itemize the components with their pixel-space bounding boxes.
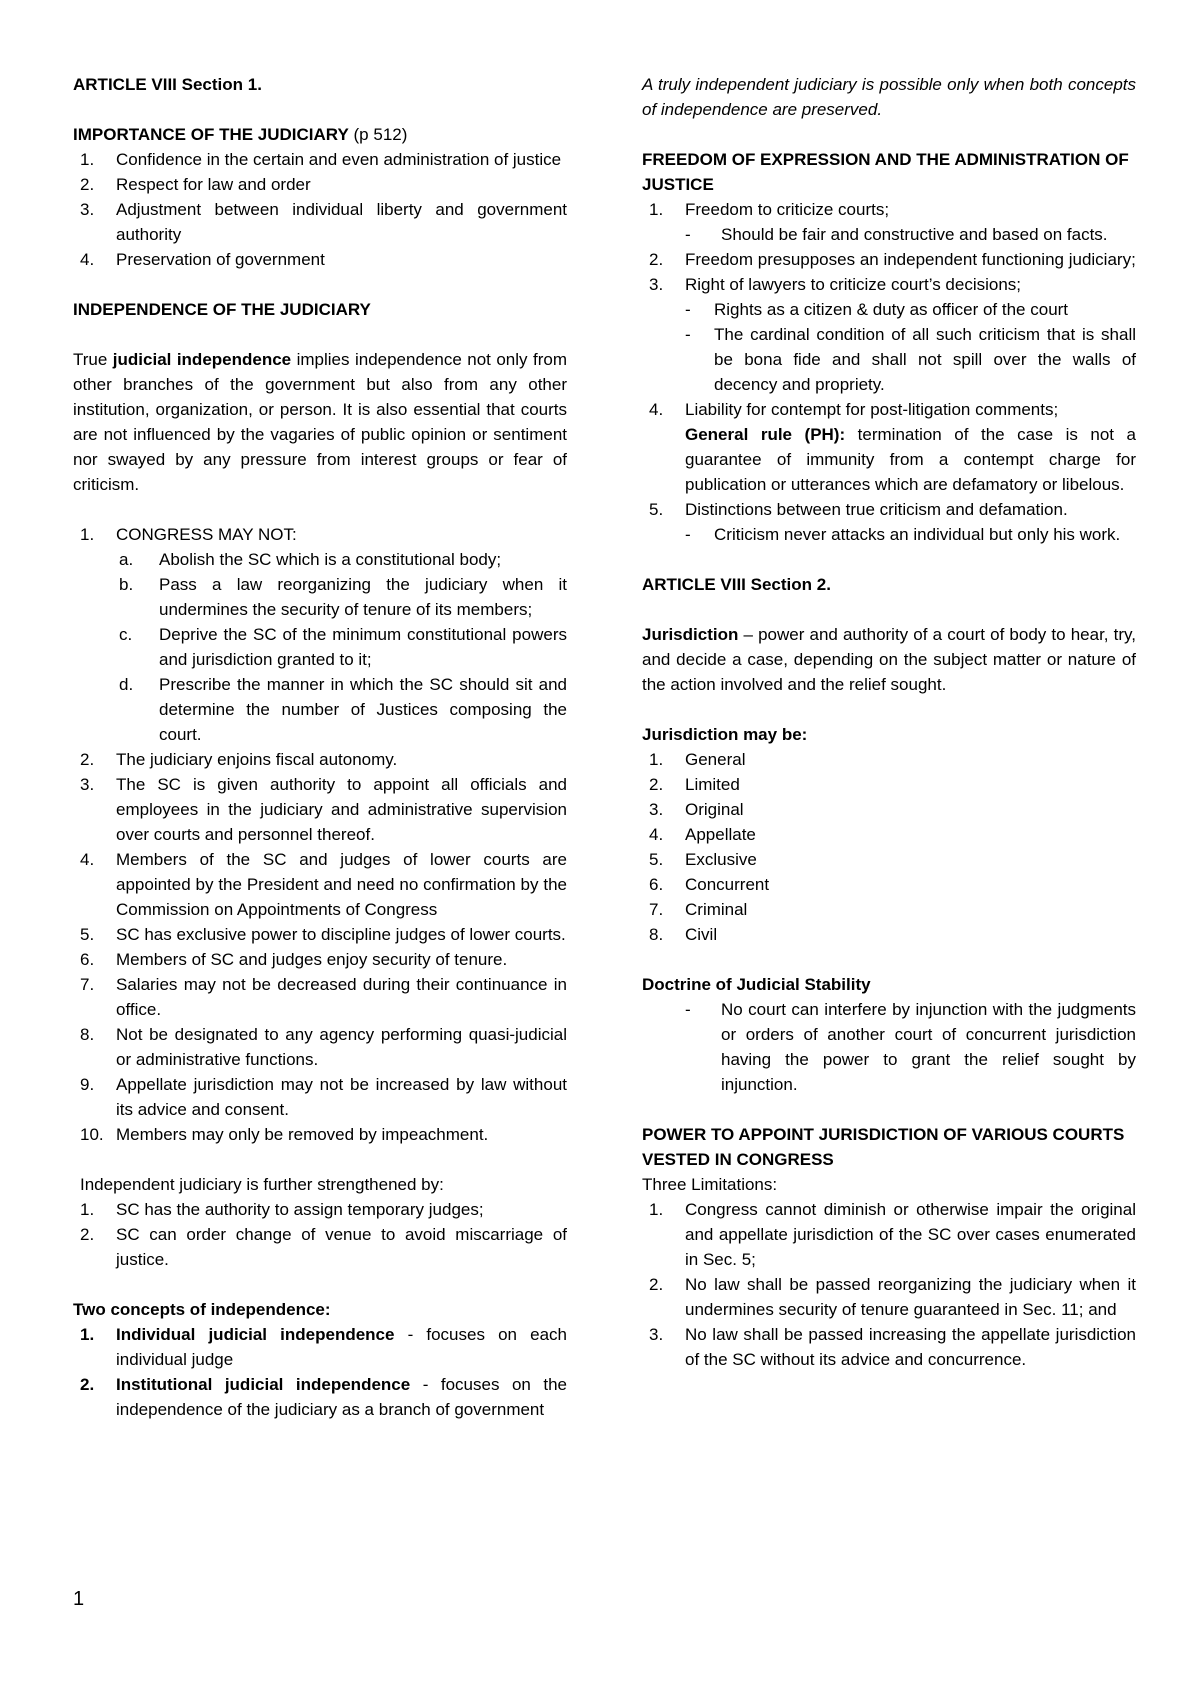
list-item: 5. Distinctions between true criticism and defamation. — [649, 500, 1068, 519]
stability-list — [642, 997, 1136, 1097]
list-item: 3. Original — [649, 800, 744, 819]
list-item: 7. Criminal — [649, 900, 748, 919]
jurisdiction-types-heading: Jurisdiction may be: — [642, 725, 808, 744]
list-item: 3. The SC is given authority to appoint all officials and employees in the judiciary and administrative supervision over courts and personnel thereof. — [80, 775, 567, 844]
list-item: 4. Appellate — [649, 825, 756, 844]
page-number: 1 — [73, 1588, 85, 1610]
sub-list-item: a. Abolish the SC which is a constitutional body; — [119, 550, 502, 569]
list-item: 8. Not be designated to any agency performing quasi-judicial or administrative functions. — [80, 1025, 567, 1069]
list-item: 5. Exclusive — [649, 850, 757, 869]
concepts-list — [73, 1322, 567, 1422]
jurisdiction-definition: Jurisdiction – power and authority of a court of body to hear, try, and decide a case, depending on the subject matter or nature of the action involved and the relief sought. — [642, 625, 1136, 694]
power-list — [642, 1197, 1136, 1372]
sub-list-item: c. Deprive the SC of the minimum constitutional powers and jurisdiction granted to it; — [119, 625, 567, 669]
list-item: 1. CONGRESS MAY NOT: — [80, 525, 297, 544]
sub-list-item: b. Pass a law reorganizing the judiciary when it undermines the security of tenure of its members; — [119, 575, 567, 619]
jurisdiction-types-list — [642, 747, 1136, 947]
right-column — [642, 72, 1136, 1372]
list-item: 1. SC has the authority to assign temporary judges; — [80, 1200, 484, 1219]
list-item: 1. Congress cannot diminish or otherwise impair the original and appellate jurisdiction of the SC over cases enumerated in Sec. 5; — [649, 1200, 1136, 1269]
list-item: 3. Adjustment between individual liberty and government authority — [80, 200, 567, 244]
stability-heading: Doctrine of Judicial Stability — [642, 975, 871, 994]
list-item: 10. Members may only be removed by impeachment. — [80, 1125, 489, 1144]
list-item: 2. Freedom presupposes an independent functioning judiciary; — [649, 250, 1136, 269]
article2-heading: ARTICLE VIII Section 2. — [642, 575, 831, 594]
list-item: 2. Institutional judicial independence - focuses on the independence of the judiciary as a branch of government — [80, 1375, 567, 1419]
dash-item: - Should be fair and constructive and based on facts. — [685, 225, 1108, 244]
list-item: 2. Respect for law and order — [80, 175, 311, 194]
strength-label: Independent judiciary is further strengthened by: — [80, 1175, 444, 1194]
freedom-heading: FREEDOM OF EXPRESSION AND THE ADMINISTRATION OF JUSTICE — [642, 150, 1129, 194]
left-column — [73, 72, 567, 1422]
general-rule: General rule (PH): termination of the case is not a guarantee of immunity from a contempt charge for publication or utterances which are defamatory or libelous. — [685, 425, 1136, 494]
concepts-heading: Two concepts of independence: — [73, 1300, 331, 1319]
list-item: 2. No law shall be passed reorganizing the judiciary when it undermines security of tenure guaranteed in Sec. 11; and — [649, 1275, 1136, 1319]
list-item: 6. Members of SC and judges enjoy security of tenure. — [80, 950, 508, 969]
importance-heading — [73, 122, 567, 147]
list-item: 1. General — [649, 750, 746, 769]
list-item: 4. Members of the SC and judges of lower courts are appointed by the President and need no confirmation by the Commission on Appointments of Congress — [80, 850, 567, 919]
sub-list-item: d. Prescribe the manner in which the SC should sit and determine the number of Justices composing the court. — [119, 675, 567, 744]
dash-item: - The cardinal condition of all such criticism that is shall be bona fide and shall not spill over the walls of decency and propriety. — [685, 325, 1136, 394]
list-item: 8. Civil — [649, 925, 718, 944]
list-item: 1. Confidence in the certain and even administration of justice — [80, 150, 562, 169]
intro-italic: A truly independent judiciary is possible only when both concepts of independence are preserved. — [642, 75, 1136, 119]
list-item: 3. No law shall be passed increasing the appellate jurisdiction of the SC without its advice and concurrence. — [649, 1325, 1136, 1369]
article-heading: ARTICLE VIII Section 1. — [73, 75, 262, 94]
list-item: 1. Freedom to criticize courts; — [649, 200, 890, 219]
list-item: 9. Appellate jurisdiction may not be increased by law without its advice and consent. — [80, 1075, 567, 1119]
independence-heading: INDEPENDENCE OF THE JUDICIARY — [73, 300, 371, 319]
freedom-list — [642, 197, 1136, 547]
list-item: 6. Concurrent — [649, 875, 770, 894]
list-item: 2. The judiciary enjoins fiscal autonomy. — [80, 750, 398, 769]
dash-item: - Criticism never attacks an individual but only his work. — [685, 525, 1121, 544]
importance-heading-text: IMPORTANCE OF THE JUDICIARY — [73, 125, 349, 144]
list-item: 1. Individual judicial independence - focuses on each individual judge — [80, 1325, 567, 1369]
list-item: 4. Preservation of government — [80, 250, 325, 269]
list-item: 4. Liability for contempt for post-litigation comments; — [649, 400, 1059, 419]
power-sub: Three Limitations: — [642, 1175, 778, 1194]
list-item: 2. SC can order change of venue to avoid miscarriage of justice. — [80, 1225, 567, 1269]
independence-paragraph: True judicial independence implies independence not only from other branches of the government but also from any other institution, organization, or person. It is also essential that courts are not influenced by the vagaries of public opinion or sentiment nor swayed by any pressure from interest groups or fear of criticism. — [73, 350, 567, 494]
list-item: 3. Right of lawyers to criticize court’s decisions; — [649, 275, 1022, 294]
strength-list — [73, 1197, 567, 1272]
importance-list — [73, 147, 567, 272]
power-heading: POWER TO APPOINT JURISDICTION OF VARIOUS COURTS VESTED IN CONGRESS — [642, 1125, 1125, 1169]
list-item: 2. Limited — [649, 775, 740, 794]
independence-list — [73, 522, 567, 1147]
importance-page-ref: (p 512) — [348, 125, 408, 144]
list-item: 5. SC has exclusive power to discipline judges of lower courts. — [80, 925, 566, 944]
list-item: 7. Salaries may not be decreased during their continuance in office. — [80, 975, 567, 1019]
dash-item: - No court can interfere by injunction with the judgments or orders of another court of concurrent jurisdiction having the power to grant the relief sought by injunction. — [685, 1000, 1136, 1094]
dash-item: - Rights as a citizen & duty as officer of the court — [685, 300, 1069, 319]
